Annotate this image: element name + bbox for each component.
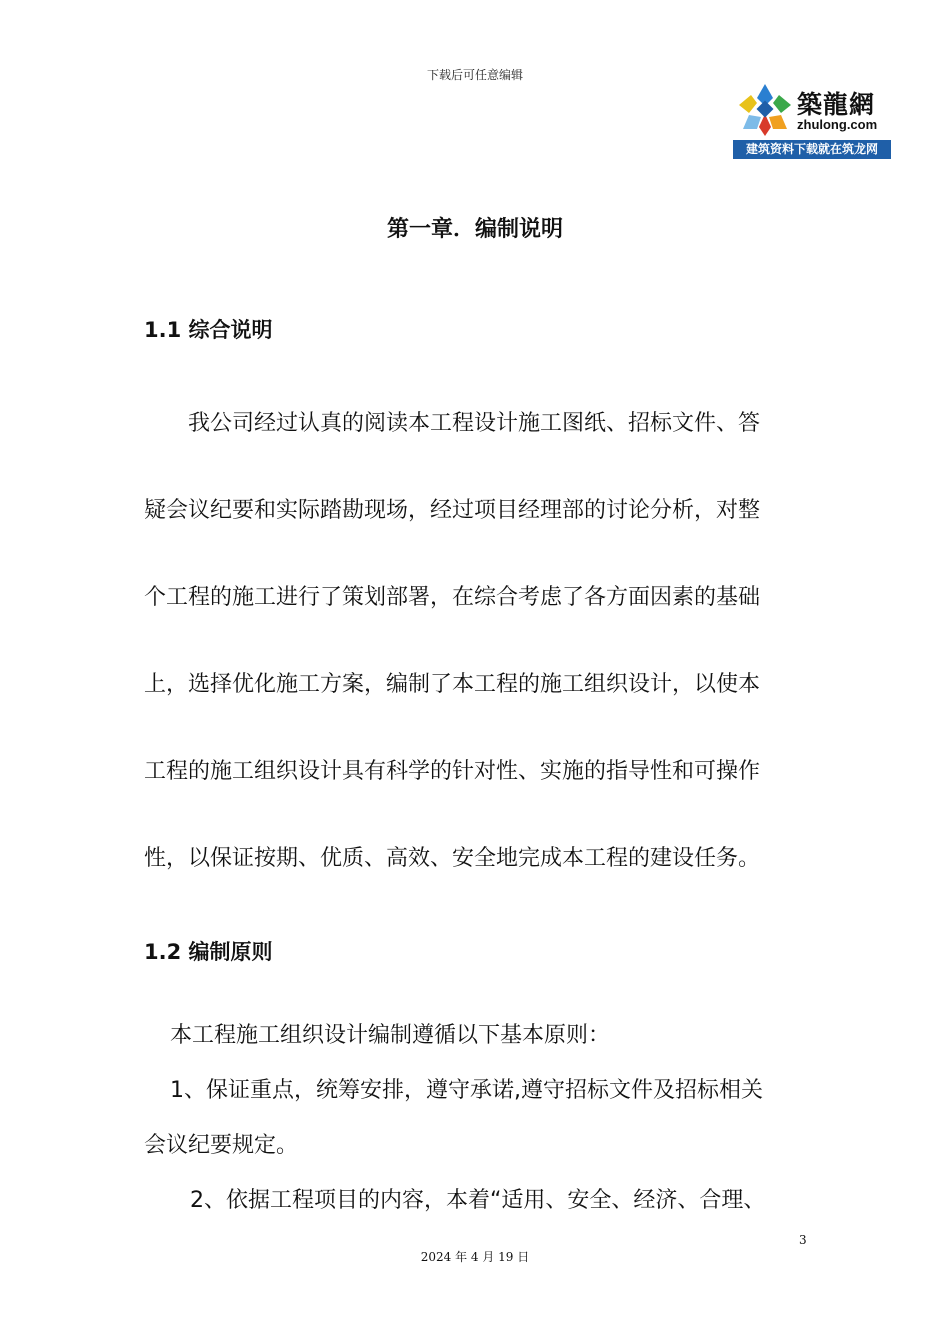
header-note: 下载后可任意编辑 (426, 68, 523, 82)
logo-emblem-area (733, 81, 891, 139)
paragraph-line: 疑会议纪要和实际踏勘现场，经过项目经理部的讨论分析，对整 (144, 498, 761, 523)
footer-date: 2024 年 4 月 19 日 (420, 1250, 530, 1264)
zhulong-logo (733, 81, 891, 159)
paragraph-line: 性，以保证按期、优质、高效、安全地完成本工程的建设任务。 (144, 846, 761, 871)
paragraph-line: 个工程的施工进行了策划部署，在综合考虑了各方面因素的基础 (144, 585, 761, 610)
paragraph-line: 工程的施工组织设计具有科学的针对性、实施的指导性和可操作 (144, 759, 761, 784)
logo-tagline: 建筑资料下载就在筑龙网 (733, 140, 891, 159)
logo-name: 築龍網 (797, 90, 876, 119)
logo-domain: zhulong.com (797, 117, 878, 132)
chapter-title: 第一章．编制说明 (386, 217, 563, 242)
page-number: 3 (799, 1233, 807, 1247)
section-heading-1-2: 1.2 编制原则 (144, 940, 273, 964)
section-heading-1-1: 1.1 综合说明 (144, 318, 273, 342)
section-1-1-paragraph (144, 406, 808, 876)
paragraph-line: 1、保证重点，统筹安排，遵守承诺,遵守招标文件及招标相关 (170, 1078, 763, 1103)
logo-flower-icon (735, 81, 795, 139)
section-1-2-paragraph (144, 1018, 808, 1218)
paragraph-line: 我公司经过认真的阅读本工程设计施工图纸、招标文件、答 (188, 411, 761, 436)
paragraph-line: 本工程施工组织设计编制遵循以下基本原则： (170, 1023, 611, 1048)
paragraph-line: 上，选择优化施工方案，编制了本工程的施工组织设计，以使本 (144, 672, 761, 697)
paragraph-line: 会议纪要规定。 (144, 1133, 299, 1158)
paragraph-line: 2、依据工程项目的内容，本着“适用、安全、经济、合理、 (190, 1188, 766, 1213)
